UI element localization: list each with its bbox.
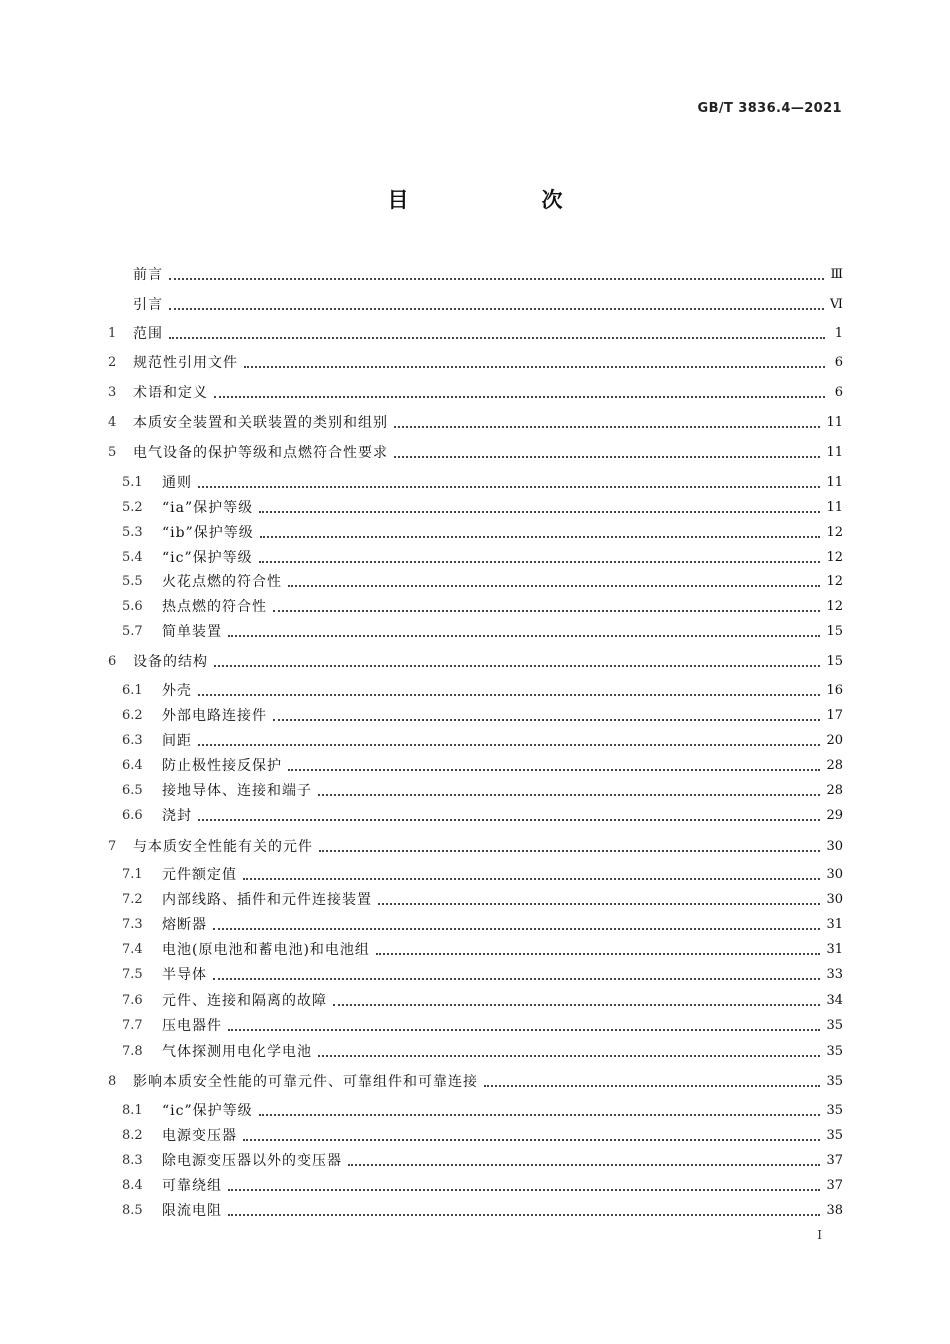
toc-entry-label: 与本质安全性能有关的元件	[133, 839, 313, 855]
toc-dot-leader	[259, 560, 821, 563]
toc-entry-page: 28	[826, 758, 843, 773]
toc-entry-number: 8.1	[122, 1103, 143, 1118]
toc-entry-number: 5.7	[122, 624, 143, 639]
toc-entry-number: 3	[108, 385, 117, 400]
toc-entry-number: 7.1	[122, 867, 143, 882]
toc-entry-label: 可靠绕组	[162, 1178, 222, 1194]
toc-entry-number: 7.6	[122, 993, 143, 1008]
toc-entry[interactable]	[122, 1123, 843, 1145]
toc-entry-page: 35	[826, 1128, 843, 1143]
toc-entry-page: 11	[826, 500, 843, 515]
toc-dot-leader	[244, 365, 825, 368]
toc-entry[interactable]	[108, 834, 843, 856]
toc-entry-label: 电池(原电池和蓄电池)和电池组	[162, 942, 370, 958]
toc-entry[interactable]	[108, 380, 843, 402]
toc-entry-page: 6	[834, 385, 843, 400]
toc-entry[interactable]	[122, 803, 843, 825]
toc-dot-leader	[214, 664, 820, 667]
toc-dot-leader	[484, 1084, 820, 1087]
toc-entry-label: “ic”保护等级	[162, 550, 253, 566]
toc-dot-leader	[169, 277, 824, 280]
toc-dot-leader	[169, 307, 824, 310]
toc-entry-page: 16	[826, 683, 843, 698]
toc-entry-page: 6	[834, 355, 843, 370]
toc-entry-page: 33	[826, 967, 843, 982]
toc-entry-page: 35	[826, 1044, 843, 1059]
toc-entry[interactable]	[122, 1198, 843, 1220]
toc-entry-page: 12	[826, 525, 843, 540]
toc-entry-page: 15	[826, 624, 843, 639]
toc-entry[interactable]	[122, 862, 843, 884]
toc-dot-leader	[318, 1054, 820, 1057]
toc-dot-leader	[259, 1113, 821, 1116]
toc-entry-label: 设备的结构	[133, 654, 208, 670]
toc-entry-number: 6	[108, 654, 117, 669]
toc-entry-number: 5.2	[122, 500, 143, 515]
toc-entry-label: 间距	[162, 733, 192, 749]
toc-dot-leader	[348, 1163, 820, 1166]
toc-entry-page: Ⅲ	[830, 267, 843, 282]
toc-entry-label: 热点燃的符合性	[162, 599, 267, 615]
toc-entry-label: 限流电阻	[162, 1203, 222, 1219]
toc-entry[interactable]	[122, 937, 843, 959]
toc-entry-label: “ia”保护等级	[162, 500, 254, 516]
toc-entry[interactable]	[122, 728, 843, 750]
toc-entry[interactable]	[122, 1098, 843, 1120]
toc-entry-number: 6.6	[122, 808, 143, 823]
toc-entry[interactable]	[108, 321, 843, 343]
toc-entry-number: 5	[108, 445, 117, 460]
toc-dot-leader	[259, 510, 820, 513]
toc-entry-label: 外壳	[162, 683, 192, 699]
toc-entry-page: 30	[826, 839, 843, 854]
toc-entry-label: 范围	[133, 326, 163, 342]
toc-dot-leader	[333, 1003, 820, 1006]
toc-entry[interactable]	[122, 703, 843, 725]
toc-entry-label: 通则	[162, 475, 192, 491]
toc-dot-leader	[169, 336, 825, 339]
toc-dot-leader	[319, 849, 820, 852]
toc-entry-page: 12	[826, 599, 843, 614]
toc-dot-leader	[273, 609, 820, 612]
toc-entry[interactable]	[122, 753, 843, 775]
toc-entry[interactable]	[108, 649, 843, 671]
toc-dot-leader	[228, 1188, 820, 1191]
toc-dot-leader	[378, 902, 820, 905]
toc-entry-page: 29	[826, 808, 843, 823]
toc-entry-number: 7.8	[122, 1044, 143, 1059]
toc-dot-leader	[198, 818, 820, 821]
toc-entry-number: 1	[108, 326, 117, 341]
toc-dot-leader	[318, 793, 820, 796]
toc-entry-page: 11	[826, 415, 843, 430]
toc-entry[interactable]	[122, 962, 843, 984]
toc-entry-page: 28	[826, 783, 843, 798]
toc-entry-page: 35	[826, 1103, 843, 1118]
toc-entry-label: 术语和定义	[133, 385, 208, 401]
toc-entry-label: 引言	[133, 297, 163, 313]
toc-entry-number: 7.5	[122, 967, 143, 982]
toc-entry[interactable]	[122, 520, 843, 542]
page-number: Ⅰ	[817, 1228, 822, 1242]
toc-entry-label: 压电器件	[162, 1018, 222, 1034]
toc-entry-label: 元件额定值	[162, 867, 237, 883]
toc-entry-label: 半导体	[162, 967, 207, 983]
toc-entry-label: 影响本质安全性能的可靠元件、可靠组件和可靠连接	[133, 1074, 478, 1090]
toc-entry-page: 11	[826, 445, 843, 460]
toc-entry-label: 外部电路连接件	[162, 708, 267, 724]
toc-entry-number: 8.5	[122, 1203, 143, 1218]
toc-entry-page: 31	[826, 917, 843, 932]
toc-entry-label: “ic”保护等级	[162, 1103, 253, 1119]
toc-entry-label: 电源变压器	[162, 1128, 237, 1144]
toc-entry[interactable]	[122, 1173, 843, 1195]
toc-entry[interactable]	[122, 912, 843, 934]
page-title: 目 次	[387, 188, 619, 212]
toc-entry[interactable]	[122, 569, 843, 591]
toc-entry-page: 37	[826, 1153, 843, 1168]
toc-entry-label: 本质安全装置和关联装置的类别和组别	[133, 415, 388, 431]
toc-entry-page: 17	[826, 708, 843, 723]
toc-dot-leader	[243, 877, 820, 880]
toc-entry-page: 35	[826, 1074, 843, 1089]
toc-entry-label: 除电源变压器以外的变压器	[162, 1153, 342, 1169]
toc-entry-label: 内部线路、插件和元件连接装置	[162, 892, 372, 908]
toc-dot-leader	[214, 395, 825, 398]
toc-entry[interactable]	[122, 495, 843, 517]
toc-entry-page: 12	[826, 550, 843, 565]
toc-entry-label: 规范性引用文件	[133, 355, 238, 371]
toc-entry[interactable]	[122, 594, 843, 616]
toc-dot-leader	[198, 485, 820, 488]
toc-dot-leader	[394, 425, 820, 428]
toc-dot-leader	[260, 535, 821, 538]
toc-entry-number: 8.3	[122, 1153, 143, 1168]
toc-entry[interactable]	[122, 778, 843, 800]
toc-entry[interactable]	[122, 1148, 843, 1170]
standard-code: GB/T 3836.4—2021	[697, 101, 842, 116]
toc-dot-leader	[273, 718, 820, 721]
toc-dot-leader	[228, 1028, 820, 1031]
toc-entry-number: 6.2	[122, 708, 143, 723]
toc-entry-number: 5.1	[122, 475, 143, 490]
toc-entry-label: 熔断器	[162, 917, 207, 933]
toc-entry-page: Ⅵ	[829, 297, 843, 312]
toc-entry-number: 7.3	[122, 917, 143, 932]
toc-entry-number: 8.2	[122, 1128, 143, 1143]
toc-entry[interactable]	[122, 545, 843, 567]
toc-entry-page: 37	[826, 1178, 843, 1193]
toc-dot-leader	[394, 455, 820, 458]
toc-entry-number: 7.7	[122, 1018, 143, 1033]
toc-entry-number: 2	[108, 355, 117, 370]
toc-entry-number: 5.4	[122, 550, 143, 565]
toc-entry-label: 简单装置	[162, 624, 222, 640]
toc-entry-number: 7.2	[122, 892, 143, 907]
toc-entry-label: 电气设备的保护等级和点燃符合性要求	[133, 445, 388, 461]
toc-dot-leader	[288, 584, 820, 587]
toc-entry-page: 34	[826, 993, 843, 1008]
toc-entry-page: 35	[826, 1018, 843, 1033]
toc-entry-number: 7.4	[122, 942, 143, 957]
toc-entry-number: 6.3	[122, 733, 143, 748]
toc-dot-leader	[213, 927, 820, 930]
toc-entry-number: 8	[108, 1074, 117, 1089]
toc-entry-page: 11	[826, 475, 843, 490]
toc-entry-label: “ib”保护等级	[162, 525, 254, 541]
toc-entry[interactable]	[122, 887, 843, 909]
toc-entry[interactable]	[122, 470, 843, 492]
toc-entry[interactable]	[108, 440, 843, 462]
toc-entry-page: 15	[826, 654, 843, 669]
toc-dot-leader	[243, 1138, 820, 1141]
toc-entry-label: 浇封	[162, 808, 192, 824]
toc-entry-number: 6.5	[122, 783, 143, 798]
toc-entry-page: 20	[826, 733, 843, 748]
toc-entry-label: 接地导体、连接和端子	[162, 783, 312, 799]
toc-entry-number: 8.4	[122, 1178, 143, 1193]
toc-entry-page: 1	[834, 326, 843, 341]
toc-entry-number: 6.4	[122, 758, 143, 773]
toc-entry[interactable]	[108, 1069, 843, 1091]
toc-entry[interactable]	[108, 350, 843, 372]
toc-entry[interactable]	[122, 678, 843, 700]
toc-entry[interactable]	[122, 1039, 843, 1061]
toc-entry-page: 38	[826, 1203, 843, 1218]
toc-dot-leader	[228, 1213, 820, 1216]
toc-entry-page: 30	[826, 867, 843, 882]
toc-entry[interactable]	[108, 262, 843, 284]
toc-entry-label: 防止极性接反保护	[162, 758, 282, 774]
toc-dot-leader	[228, 634, 820, 637]
toc-entry-number: 5.6	[122, 599, 143, 614]
toc-dot-leader	[213, 977, 820, 980]
toc-dot-leader	[288, 768, 820, 771]
toc-dot-leader	[376, 952, 821, 955]
toc-entry-page: 31	[826, 942, 843, 957]
toc-entry[interactable]	[122, 1013, 843, 1035]
toc-entry-number: 4	[108, 415, 117, 430]
toc-entry[interactable]	[108, 410, 843, 432]
toc-entry-label: 前言	[133, 267, 163, 283]
toc-entry-number: 5.5	[122, 574, 143, 589]
toc-entry[interactable]	[108, 292, 843, 314]
toc-entry-label: 火花点燃的符合性	[162, 574, 282, 590]
toc-entry-label: 气体探测用电化学电池	[162, 1044, 312, 1060]
toc-entry-number: 5.3	[122, 525, 143, 540]
toc-entry-page: 30	[826, 892, 843, 907]
toc-entry-label: 元件、连接和隔离的故障	[162, 993, 327, 1009]
toc-dot-leader	[198, 693, 820, 696]
toc-entry[interactable]	[122, 988, 843, 1010]
toc-entry-number: 7	[108, 839, 117, 854]
toc-dot-leader	[198, 743, 820, 746]
toc-entry-number: 6.1	[122, 683, 143, 698]
toc-entry[interactable]	[122, 619, 843, 641]
toc-entry-page: 12	[826, 574, 843, 589]
